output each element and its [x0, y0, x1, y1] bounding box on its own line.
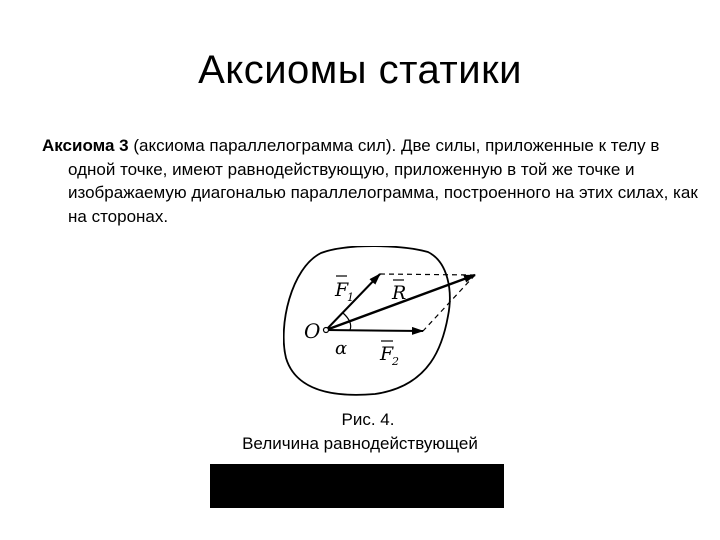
force-f2-vector [326, 330, 423, 331]
origin-point [324, 328, 329, 333]
dashed-side-top [380, 274, 475, 275]
origin-label: O [304, 319, 321, 343]
alpha-label: α [335, 338, 348, 359]
f1-label: F [335, 279, 349, 301]
axiom-label: Аксиома 3 [42, 136, 129, 155]
figure-number: Рис. 4. [341, 410, 395, 429]
axiom-text: (аксиома параллелограмма сил). Две силы, приложенные к телу в одной точке, имеют равнодействующую, приложенную в той же точке и изображаемую диагональю параллелограмма, построенного на этих силах, как на сторонах. [68, 136, 698, 226]
f1-subscript: 1 [347, 291, 354, 304]
force-parallelogram-diagram [283, 246, 483, 396]
f2-subscript: 2 [392, 355, 399, 368]
black-redaction-box [210, 464, 504, 508]
f2-label: F [380, 343, 394, 365]
figure-caption: Величина равнодействующей [242, 434, 478, 453]
r-label: R [392, 282, 407, 304]
slide-title: Аксиомы статики [198, 48, 522, 92]
axiom-paragraph [42, 134, 708, 228]
